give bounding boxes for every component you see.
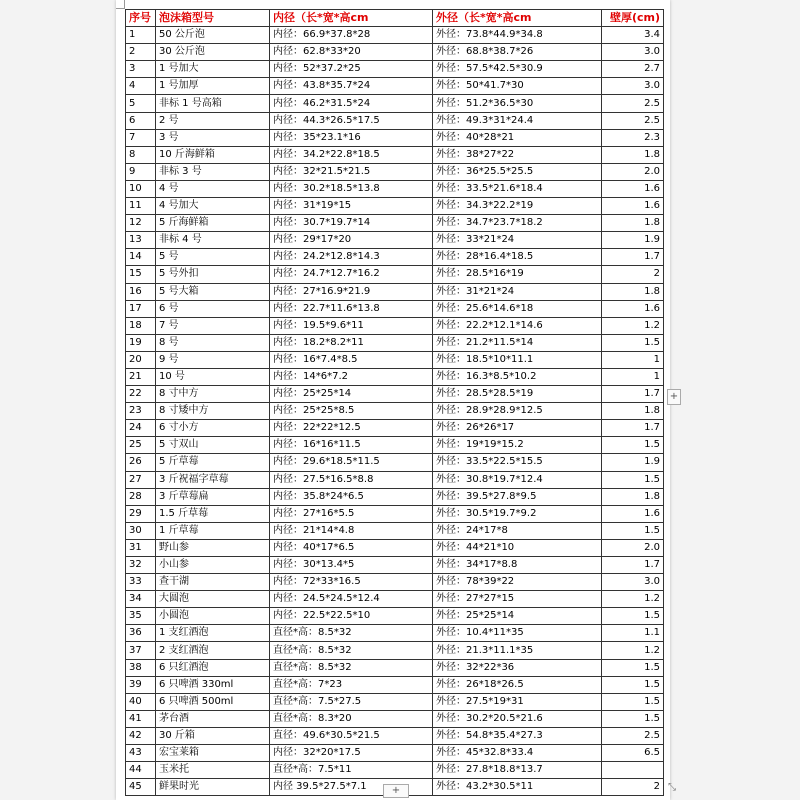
cell-wall-thickness[interactable]: 1.7 <box>602 386 664 403</box>
cell-index[interactable]: 12 <box>126 215 156 232</box>
cell-model[interactable]: 3 号 <box>156 129 270 146</box>
table-row <box>126 300 664 317</box>
cell-outer-size[interactable]: 外径：45*32.8*33.4 <box>433 745 602 762</box>
table-row <box>126 129 664 146</box>
table-row <box>126 522 664 539</box>
table-row <box>126 180 664 197</box>
cell-inner-size[interactable]: 内径：25*25*14 <box>270 386 433 403</box>
table-body <box>126 27 664 796</box>
cell-outer-size[interactable]: 外径：50*41.7*30 <box>433 78 602 95</box>
cell-model[interactable]: 野山参 <box>156 539 270 556</box>
table-row <box>126 625 664 642</box>
table-row <box>126 27 664 44</box>
table-row <box>126 403 664 420</box>
cell-wall-thickness[interactable]: 1.5 <box>602 608 664 625</box>
cell-index[interactable]: 24 <box>126 420 156 437</box>
cell-outer-size[interactable]: 外径：43.2*30.5*11 <box>433 779 602 796</box>
table-row <box>126 642 664 659</box>
cell-inner-size[interactable]: 直径*高：8.5*32 <box>270 625 433 642</box>
cell-outer-size[interactable]: 外径：25.6*14.6*18 <box>433 300 602 317</box>
cell-inner-size[interactable]: 直径*高：7.5*11 <box>270 762 433 779</box>
page-corner-mark <box>116 0 125 9</box>
table-row <box>126 334 664 351</box>
cell-index[interactable]: 41 <box>126 710 156 727</box>
cell-outer-size[interactable]: 外径：34.3*22.2*19 <box>433 198 602 215</box>
cell-model[interactable]: 9 号 <box>156 351 270 368</box>
cell-model[interactable]: 6 号 <box>156 300 270 317</box>
cell-inner-size[interactable]: 内径：29.6*18.5*11.5 <box>270 454 433 471</box>
cell-inner-size[interactable]: 内径：30.2*18.5*13.8 <box>270 180 433 197</box>
cell-outer-size[interactable]: 外径：39.5*27.8*9.5 <box>433 488 602 505</box>
cell-index[interactable]: 16 <box>126 283 156 300</box>
cell-index[interactable]: 28 <box>126 488 156 505</box>
cell-wall-thickness[interactable]: 1.8 <box>602 283 664 300</box>
cell-model[interactable]: 8 号 <box>156 334 270 351</box>
cell-wall-thickness[interactable] <box>602 762 664 779</box>
cell-wall-thickness[interactable]: 1.8 <box>602 146 664 163</box>
cell-index[interactable]: 39 <box>126 676 156 693</box>
cell-index[interactable]: 19 <box>126 334 156 351</box>
table-row <box>126 591 664 608</box>
cell-outer-size[interactable]: 外径：21.2*11.5*14 <box>433 334 602 351</box>
cell-outer-size[interactable]: 外径：54.8*35.4*27.3 <box>433 727 602 744</box>
cell-wall-thickness[interactable]: 3.4 <box>602 27 664 44</box>
cell-inner-size[interactable]: 内径：72*33*16.5 <box>270 574 433 591</box>
cell-wall-thickness[interactable]: 1 <box>602 351 664 368</box>
cell-model[interactable]: 1 斤草莓 <box>156 522 270 539</box>
cell-model[interactable]: 6 只啤酒 330ml <box>156 676 270 693</box>
table-row <box>126 112 664 129</box>
foam-box-table <box>125 9 664 796</box>
cell-inner-size[interactable]: 直径*高：8.5*32 <box>270 642 433 659</box>
cell-model[interactable]: 8 寸矮中方 <box>156 403 270 420</box>
cell-outer-size[interactable]: 外径：18.5*10*11.1 <box>433 351 602 368</box>
cell-model[interactable]: 2 支红酒泡 <box>156 642 270 659</box>
cell-outer-size[interactable]: 外径：34*17*8.8 <box>433 557 602 574</box>
table-row <box>126 215 664 232</box>
cell-inner-size[interactable]: 内径：22.7*11.6*13.8 <box>270 300 433 317</box>
cell-index[interactable]: 36 <box>126 625 156 642</box>
table-row <box>126 505 664 522</box>
table-resize-handle[interactable]: ⤡ <box>668 782 676 793</box>
cell-index[interactable]: 27 <box>126 471 156 488</box>
cell-index[interactable]: 11 <box>126 198 156 215</box>
cell-model[interactable]: 小山参 <box>156 557 270 574</box>
cell-outer-size[interactable]: 外径：68.8*38.7*26 <box>433 44 602 61</box>
cell-inner-size[interactable]: 内径：35*23.1*16 <box>270 129 433 146</box>
cell-index[interactable]: 25 <box>126 437 156 454</box>
cell-inner-size[interactable]: 内径：31*19*15 <box>270 198 433 215</box>
cell-wall-thickness[interactable]: 1.7 <box>602 557 664 574</box>
cell-inner-size[interactable]: 内径：30.7*19.7*14 <box>270 215 433 232</box>
cell-index[interactable]: 38 <box>126 659 156 676</box>
cell-wall-thickness[interactable]: 2 <box>602 266 664 283</box>
cell-index[interactable]: 4 <box>126 78 156 95</box>
cell-index[interactable]: 1 <box>126 27 156 44</box>
cell-wall-thickness[interactable]: 1.6 <box>602 180 664 197</box>
cell-model[interactable]: 8 寸中方 <box>156 386 270 403</box>
table-row <box>126 420 664 437</box>
cell-outer-size[interactable]: 外径：44*21*10 <box>433 539 602 556</box>
cell-index[interactable]: 40 <box>126 693 156 710</box>
cell-outer-size[interactable]: 外径：19*19*15.2 <box>433 437 602 454</box>
cell-inner-size[interactable]: 直径*高：8.3*20 <box>270 710 433 727</box>
cell-index[interactable]: 33 <box>126 574 156 591</box>
table-row <box>126 44 664 61</box>
cell-model[interactable]: 50 公斤泡 <box>156 27 270 44</box>
cell-wall-thickness[interactable]: 1.1 <box>602 625 664 642</box>
cell-index[interactable]: 13 <box>126 232 156 249</box>
cell-index[interactable]: 23 <box>126 403 156 420</box>
cell-outer-size[interactable]: 外径：32*22*36 <box>433 659 602 676</box>
table-row <box>126 608 664 625</box>
cell-inner-size[interactable]: 内径：22.5*22.5*10 <box>270 608 433 625</box>
cell-wall-thickness[interactable]: 1.5 <box>602 522 664 539</box>
table-row <box>126 95 664 112</box>
cell-model[interactable]: 鲜果时光 <box>156 779 270 796</box>
cell-outer-size[interactable]: 外径：33.5*21.6*18.4 <box>433 180 602 197</box>
cell-model[interactable]: 大圆泡 <box>156 591 270 608</box>
cell-index[interactable]: 26 <box>126 454 156 471</box>
cell-index[interactable]: 2 <box>126 44 156 61</box>
cell-index[interactable]: 30 <box>126 522 156 539</box>
header-index[interactable]: 序号 <box>126 10 156 27</box>
cell-inner-size[interactable]: 内径：27.5*16.5*8.8 <box>270 471 433 488</box>
table-row <box>126 710 664 727</box>
cell-wall-thickness[interactable]: 2 <box>602 779 664 796</box>
cell-wall-thickness[interactable]: 2.7 <box>602 61 664 78</box>
cell-inner-size[interactable]: 内径：24.5*24.5*12.4 <box>270 591 433 608</box>
table-row <box>126 762 664 779</box>
table-row <box>126 283 664 300</box>
cell-inner-size[interactable]: 内径：14*6*7.2 <box>270 368 433 385</box>
cell-model[interactable]: 6 只红酒泡 <box>156 659 270 676</box>
cell-inner-size[interactable]: 内径：27*16*5.5 <box>270 505 433 522</box>
cell-wall-thickness[interactable]: 2.5 <box>602 95 664 112</box>
cell-outer-size[interactable]: 外径：30.8*19.7*12.4 <box>433 471 602 488</box>
cell-outer-size[interactable]: 外径：31*21*24 <box>433 283 602 300</box>
cell-wall-thickness[interactable]: 6.5 <box>602 745 664 762</box>
table-row <box>126 471 664 488</box>
cell-wall-thickness[interactable]: 1.9 <box>602 454 664 471</box>
cell-model[interactable]: 3 斤祝福字草莓 <box>156 471 270 488</box>
cell-model[interactable]: 茅台酒 <box>156 710 270 727</box>
cell-inner-size[interactable]: 内径：32*21.5*21.5 <box>270 163 433 180</box>
cell-wall-thickness[interactable]: 3.0 <box>602 574 664 591</box>
header-wall-thickness[interactable]: 壁厚(cm) <box>602 10 664 27</box>
cell-inner-size[interactable]: 直径*高：8.5*32 <box>270 659 433 676</box>
cell-inner-size[interactable]: 内径：16*16*11.5 <box>270 437 433 454</box>
cell-model[interactable]: 1 号加厚 <box>156 78 270 95</box>
cell-wall-thickness[interactable]: 1.6 <box>602 300 664 317</box>
cell-model[interactable]: 查干湖 <box>156 574 270 591</box>
cell-wall-thickness[interactable]: 3.0 <box>602 44 664 61</box>
cell-wall-thickness[interactable]: 1.9 <box>602 232 664 249</box>
table-row <box>126 368 664 385</box>
cell-inner-size[interactable]: 内径：30*13.4*5 <box>270 557 433 574</box>
cell-index[interactable]: 3 <box>126 61 156 78</box>
cell-outer-size[interactable]: 外径：49.3*31*24.4 <box>433 112 602 129</box>
cell-wall-thickness[interactable]: 2.5 <box>602 112 664 129</box>
table-row <box>126 659 664 676</box>
cell-model[interactable]: 4 号 <box>156 180 270 197</box>
table-row <box>126 249 664 266</box>
cell-model[interactable]: 7 号 <box>156 317 270 334</box>
cell-outer-size[interactable]: 外径：28.5*16*19 <box>433 266 602 283</box>
cell-inner-size[interactable]: 内径：29*17*20 <box>270 232 433 249</box>
cell-outer-size[interactable]: 外径：26*26*17 <box>433 420 602 437</box>
cell-outer-size[interactable]: 外径：33.5*22.5*15.5 <box>433 454 602 471</box>
cell-wall-thickness[interactable]: 1.2 <box>602 642 664 659</box>
cell-wall-thickness[interactable]: 2.0 <box>602 163 664 180</box>
cell-inner-size[interactable]: 内径：16*7.4*8.5 <box>270 351 433 368</box>
cell-inner-size[interactable]: 内径：21*14*4.8 <box>270 522 433 539</box>
cell-inner-size[interactable]: 内径：66.9*37.8*28 <box>270 27 433 44</box>
table-row <box>126 266 664 283</box>
cell-outer-size[interactable]: 外径：26*18*26.5 <box>433 676 602 693</box>
cell-outer-size[interactable]: 外径：33*21*24 <box>433 232 602 249</box>
cell-index[interactable]: 21 <box>126 368 156 385</box>
cell-model[interactable]: 5 斤草莓 <box>156 454 270 471</box>
cell-wall-thickness[interactable]: 1.5 <box>602 334 664 351</box>
cell-index[interactable]: 14 <box>126 249 156 266</box>
cell-index[interactable]: 15 <box>126 266 156 283</box>
cell-model[interactable]: 非标 1 号高箱 <box>156 95 270 112</box>
cell-model[interactable]: 非标 3 号 <box>156 163 270 180</box>
table-row <box>126 676 664 693</box>
cell-outer-size[interactable]: 外径：27.8*18.8*13.7 <box>433 762 602 779</box>
cell-outer-size[interactable]: 外径：22.2*12.1*14.6 <box>433 317 602 334</box>
cell-inner-size[interactable]: 内径：43.8*35.7*24 <box>270 78 433 95</box>
cell-model[interactable]: 6 寸小方 <box>156 420 270 437</box>
table-row <box>126 317 664 334</box>
cell-model[interactable]: 30 公斤泡 <box>156 44 270 61</box>
cell-inner-size[interactable]: 直径*高：7*23 <box>270 676 433 693</box>
cell-wall-thickness[interactable]: 1.8 <box>602 215 664 232</box>
table-header-row <box>126 10 664 27</box>
header-model[interactable]: 泡沫箱型号 <box>156 10 270 27</box>
cell-index[interactable]: 32 <box>126 557 156 574</box>
table-row <box>126 557 664 574</box>
cell-wall-thickness[interactable]: 2.5 <box>602 727 664 744</box>
header-inner-size[interactable]: 内径（长*宽*高cm <box>270 10 433 27</box>
cell-model[interactable]: 30 斤箱 <box>156 727 270 744</box>
cell-model[interactable]: 1.5 斤草莓 <box>156 505 270 522</box>
cell-index[interactable]: 45 <box>126 779 156 796</box>
cell-model[interactable]: 5 斤海鲜箱 <box>156 215 270 232</box>
cell-index[interactable]: 43 <box>126 745 156 762</box>
table-row <box>126 437 664 454</box>
add-row-button[interactable]: + <box>383 784 409 798</box>
cell-model[interactable]: 10 斤海鲜箱 <box>156 146 270 163</box>
cell-outer-size[interactable]: 外径：38*27*22 <box>433 146 602 163</box>
cell-model[interactable]: 5 号外扣 <box>156 266 270 283</box>
cell-model[interactable]: 5 号大箱 <box>156 283 270 300</box>
cell-index[interactable]: 6 <box>126 112 156 129</box>
cell-index[interactable]: 42 <box>126 727 156 744</box>
table-row <box>126 351 664 368</box>
table-row <box>126 745 664 762</box>
cell-inner-size[interactable]: 内径：52*37.2*25 <box>270 61 433 78</box>
table-row <box>126 574 664 591</box>
cell-wall-thickness[interactable]: 1.8 <box>602 403 664 420</box>
cell-index[interactable]: 34 <box>126 591 156 608</box>
cell-index[interactable]: 9 <box>126 163 156 180</box>
cell-index[interactable]: 31 <box>126 539 156 556</box>
cell-index[interactable]: 10 <box>126 180 156 197</box>
cell-index[interactable]: 22 <box>126 386 156 403</box>
cell-index[interactable]: 20 <box>126 351 156 368</box>
cell-wall-thickness[interactable]: 1.5 <box>602 693 664 710</box>
cell-outer-size[interactable]: 外径：40*28*21 <box>433 129 602 146</box>
cell-index[interactable]: 8 <box>126 146 156 163</box>
cell-model[interactable]: 6 只啤酒 500ml <box>156 693 270 710</box>
cell-index[interactable]: 37 <box>126 642 156 659</box>
cell-outer-size[interactable]: 外径：27.5*19*31 <box>433 693 602 710</box>
cell-model[interactable]: 3 斤草莓扁 <box>156 488 270 505</box>
cell-inner-size[interactable]: 内径：24.2*12.8*14.3 <box>270 249 433 266</box>
cell-wall-thickness[interactable]: 1 <box>602 368 664 385</box>
cell-outer-size[interactable]: 外径：10.4*11*35 <box>433 625 602 642</box>
cell-model[interactable]: 10 号 <box>156 368 270 385</box>
cell-outer-size[interactable]: 外径：51.2*36.5*30 <box>433 95 602 112</box>
cell-model[interactable]: 1 支红酒泡 <box>156 625 270 642</box>
table-row <box>126 232 664 249</box>
cell-inner-size[interactable]: 内径：35.8*24*6.5 <box>270 488 433 505</box>
table-row <box>126 727 664 744</box>
header-outer-size[interactable]: 外径（长*宽*高cm <box>433 10 602 27</box>
table-row <box>126 78 664 95</box>
cell-model[interactable]: 玉米托 <box>156 762 270 779</box>
add-column-button[interactable]: + <box>667 389 681 405</box>
table-row <box>126 693 664 710</box>
cell-wall-thickness[interactable]: 1.5 <box>602 710 664 727</box>
cell-model[interactable]: 5 号 <box>156 249 270 266</box>
cell-inner-size[interactable]: 内径：46.2*31.5*24 <box>270 95 433 112</box>
cell-outer-size[interactable]: 外径：28.5*28.5*19 <box>433 386 602 403</box>
cell-outer-size[interactable]: 外径：36*25.5*25.5 <box>433 163 602 180</box>
cell-inner-size[interactable]: 内径：22*22*12.5 <box>270 420 433 437</box>
cell-wall-thickness[interactable]: 2.3 <box>602 129 664 146</box>
cell-wall-thickness[interactable]: 1.6 <box>602 505 664 522</box>
cell-inner-size[interactable]: 直径*高：7.5*27.5 <box>270 693 433 710</box>
cell-wall-thickness[interactable]: 1.6 <box>602 198 664 215</box>
table-row <box>126 61 664 78</box>
cell-inner-size[interactable]: 内径：19.5*9.6*11 <box>270 317 433 334</box>
cell-wall-thickness[interactable]: 3.0 <box>602 78 664 95</box>
cell-wall-thickness[interactable]: 1.7 <box>602 420 664 437</box>
cell-wall-thickness[interactable]: 2.0 <box>602 539 664 556</box>
cell-outer-size[interactable]: 外径：24*17*8 <box>433 522 602 539</box>
cell-model[interactable]: 1 号加大 <box>156 61 270 78</box>
table-row <box>126 386 664 403</box>
cell-outer-size[interactable]: 外径：73.8*44.9*34.8 <box>433 27 602 44</box>
cell-index[interactable]: 44 <box>126 762 156 779</box>
cell-wall-thickness[interactable]: 1.7 <box>602 249 664 266</box>
cell-inner-size[interactable]: 内径：24.7*12.7*16.2 <box>270 266 433 283</box>
table-row <box>126 146 664 163</box>
cell-outer-size[interactable]: 外径：78*39*22 <box>433 574 602 591</box>
cell-outer-size[interactable]: 外径：28.9*28.9*12.5 <box>433 403 602 420</box>
cell-wall-thickness[interactable]: 1.2 <box>602 591 664 608</box>
cell-inner-size[interactable]: 内径：34.2*22.8*18.5 <box>270 146 433 163</box>
cell-outer-size[interactable]: 外径：16.3*8.5*10.2 <box>433 368 602 385</box>
cell-inner-size[interactable]: 内径：32*20*17.5 <box>270 745 433 762</box>
cell-inner-size[interactable]: 直径：49.6*30.5*21.5 <box>270 727 433 744</box>
cell-index[interactable]: 29 <box>126 505 156 522</box>
cell-outer-size[interactable]: 外径：25*25*14 <box>433 608 602 625</box>
table-row <box>126 539 664 556</box>
cell-inner-size[interactable]: 内径 39.5*27.5*7.1 <box>270 779 433 796</box>
table-row <box>126 488 664 505</box>
cell-inner-size[interactable]: 内径：44.3*26.5*17.5 <box>270 112 433 129</box>
cell-inner-size[interactable]: 内径：25*25*8.5 <box>270 403 433 420</box>
cell-wall-thickness[interactable]: 1.5 <box>602 676 664 693</box>
cell-outer-size[interactable]: 外径：27*27*15 <box>433 591 602 608</box>
cell-wall-thickness[interactable]: 1.5 <box>602 437 664 454</box>
cell-model[interactable]: 非标 4 号 <box>156 232 270 249</box>
table-row <box>126 454 664 471</box>
cell-outer-size[interactable]: 外径：57.5*42.5*30.9 <box>433 61 602 78</box>
cell-index[interactable]: 5 <box>126 95 156 112</box>
cell-wall-thickness[interactable]: 1.5 <box>602 659 664 676</box>
cell-inner-size[interactable]: 内径：18.2*8.2*11 <box>270 334 433 351</box>
cell-outer-size[interactable]: 外径：30.2*20.5*21.6 <box>433 710 602 727</box>
cell-inner-size[interactable]: 内径：40*17*6.5 <box>270 539 433 556</box>
cell-model[interactable]: 宏宝莱箱 <box>156 745 270 762</box>
cell-outer-size[interactable]: 外径：30.5*19.7*9.2 <box>433 505 602 522</box>
cell-index[interactable]: 17 <box>126 300 156 317</box>
cell-model[interactable]: 5 寸双山 <box>156 437 270 454</box>
cell-wall-thickness[interactable]: 1.5 <box>602 471 664 488</box>
cell-inner-size[interactable]: 内径：27*16.9*21.9 <box>270 283 433 300</box>
cell-model[interactable]: 2 号 <box>156 112 270 129</box>
cell-model[interactable]: 4 号加大 <box>156 198 270 215</box>
table-row <box>126 198 664 215</box>
cell-outer-size[interactable]: 外径：21.3*11.1*35 <box>433 642 602 659</box>
cell-inner-size[interactable]: 内径：62.8*33*20 <box>270 44 433 61</box>
cell-outer-size[interactable]: 外径：34.7*23.7*18.2 <box>433 215 602 232</box>
cell-wall-thickness[interactable]: 1.2 <box>602 317 664 334</box>
cell-index[interactable]: 7 <box>126 129 156 146</box>
cell-wall-thickness[interactable]: 1.8 <box>602 488 664 505</box>
cell-outer-size[interactable]: 外径：28*16.4*18.5 <box>433 249 602 266</box>
cell-index[interactable]: 35 <box>126 608 156 625</box>
cell-index[interactable]: 18 <box>126 317 156 334</box>
cell-model[interactable]: 小圆泡 <box>156 608 270 625</box>
table-row <box>126 163 664 180</box>
